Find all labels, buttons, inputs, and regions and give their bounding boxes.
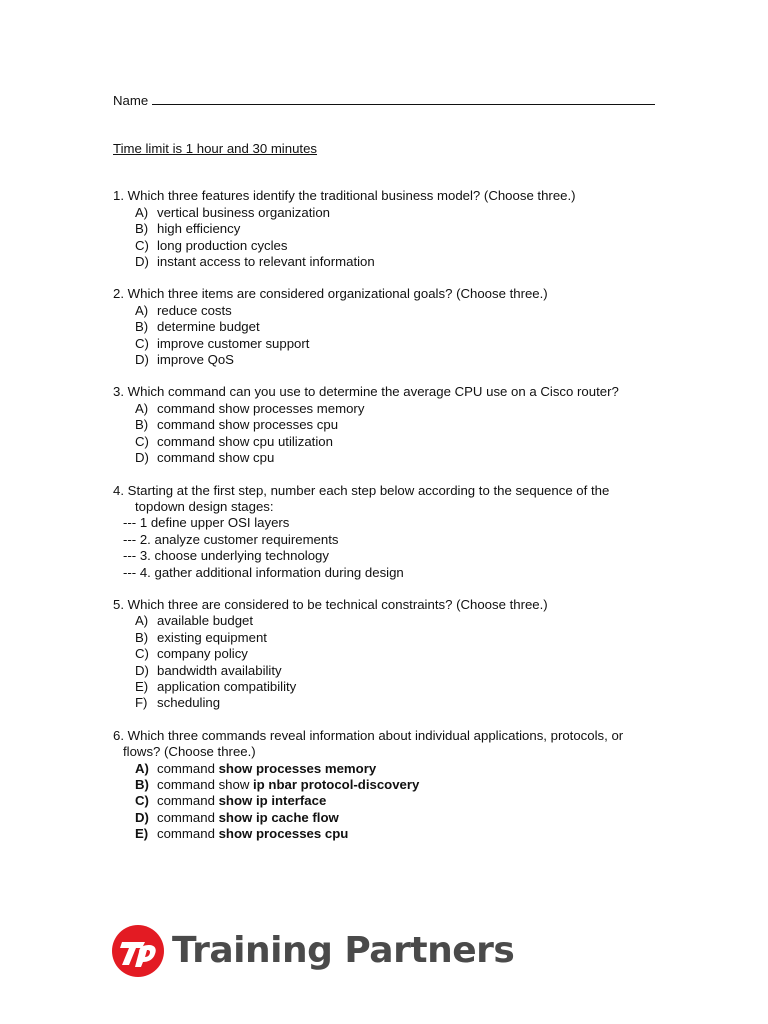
sequence-step: --- 4. gather additional information during design <box>123 564 404 580</box>
sequence-step: --- 3. choose underlying technology <box>123 548 329 564</box>
question-text: Which three items are considered organizational goals? (Choose three.) <box>127 286 548 302</box>
option-letter: A) <box>135 204 149 220</box>
option-letter: B) <box>135 629 149 645</box>
option <box>113 663 673 679</box>
option-prefix: command <box>157 793 219 809</box>
option <box>113 221 673 237</box>
option-letter: A) <box>135 613 149 629</box>
option-letter: C) <box>135 335 149 351</box>
option-text: instant access to relevant information <box>157 254 375 270</box>
option-text: reduce costs <box>157 302 232 318</box>
name-field-row <box>113 92 673 108</box>
option-command: ip nbar protocol-discovery <box>253 777 420 792</box>
question-3 <box>113 384 673 466</box>
option-letter: D) <box>135 352 149 368</box>
option-letter: A) <box>135 760 149 776</box>
question-text: Which three are considered to be technical constraints? (Choose three.) <box>127 596 548 612</box>
option <box>113 646 673 662</box>
option-letter: C) <box>135 237 149 253</box>
option-text: existing equipment <box>157 629 267 645</box>
question-2 <box>113 286 673 368</box>
question-6 <box>113 728 673 843</box>
logo-text: Training Partners <box>172 930 515 971</box>
option-text: command show processes cpu <box>157 417 339 433</box>
question-number: 1. <box>113 188 124 204</box>
option-prefix: command <box>157 760 219 776</box>
option-letter: D) <box>135 662 149 678</box>
question-text-continued: flows? (Choose three.) <box>123 744 256 760</box>
option <box>113 826 673 842</box>
question-5 <box>113 597 673 712</box>
option-letter: A) <box>135 400 149 416</box>
option <box>113 793 673 809</box>
option-prefix: command <box>157 809 219 825</box>
option-text: command show cpu utilization <box>157 433 333 449</box>
option-letter: A) <box>135 302 149 318</box>
training-partners-logo <box>112 925 514 977</box>
option <box>113 679 673 695</box>
option-letter: F) <box>135 695 148 711</box>
option-command: show ip interface <box>218 793 327 809</box>
name-label: Name <box>113 93 149 108</box>
option-prefix: command show <box>157 777 254 792</box>
option-text: command show cpu <box>157 450 275 466</box>
option-text: improve customer support <box>157 335 310 351</box>
option-letter: C) <box>135 793 149 809</box>
option <box>113 777 673 793</box>
option <box>113 303 673 319</box>
option-letter: D) <box>135 809 149 825</box>
time-limit: Time limit is 1 hour and 30 minutes <box>113 141 318 156</box>
option <box>113 761 673 777</box>
option-letter: B) <box>135 417 149 433</box>
option <box>113 810 673 826</box>
question-1 <box>113 188 673 270</box>
name-underline <box>152 92 655 105</box>
option-text: determine budget <box>157 319 260 335</box>
option <box>113 401 673 417</box>
option-letter: B) <box>135 221 149 237</box>
option-command: show ip cache flow <box>218 809 339 825</box>
question-text: Which three commands reveal information about individual applications, protocols, or <box>127 727 624 743</box>
option-text: vertical business organization <box>157 204 330 220</box>
option <box>113 613 673 629</box>
option <box>113 417 673 433</box>
option-text: command show processes memory <box>157 400 365 416</box>
option-letter: E) <box>135 678 149 694</box>
option-letter: C) <box>135 646 149 662</box>
question-text-continued: topdown design stages: <box>135 498 274 514</box>
sequence-step: --- 1 define upper OSI layers <box>123 515 290 531</box>
option <box>113 352 673 368</box>
question-text: Which three features identify the traditional business model? (Choose three.) <box>127 188 576 204</box>
question-number: 5. <box>113 596 124 612</box>
option <box>113 254 673 270</box>
option <box>113 630 673 646</box>
question-4 <box>113 483 673 581</box>
question-text: Starting at the first step, number each step below according to the sequence of the <box>127 482 610 498</box>
option-text: high efficiency <box>157 221 241 237</box>
option-text: bandwidth availability <box>157 662 282 678</box>
option <box>113 238 673 254</box>
option <box>113 695 673 711</box>
option <box>113 205 673 221</box>
option-text: application compatibility <box>157 678 297 694</box>
option-text: scheduling <box>157 695 221 711</box>
option-letter: D) <box>135 450 149 466</box>
tp-logo-icon <box>112 925 164 977</box>
option-prefix: command <box>157 826 219 842</box>
option-text: long production cycles <box>157 237 288 253</box>
option-text: improve QoS <box>157 352 234 368</box>
question-number: 4. <box>113 482 124 498</box>
option <box>113 434 673 450</box>
option-command: show processes cpu <box>218 826 349 842</box>
option-letter: B) <box>135 319 149 335</box>
option <box>113 450 673 466</box>
option-letter: E) <box>135 826 149 842</box>
question-number: 3. <box>113 384 124 400</box>
option-command: show processes memory <box>218 760 377 776</box>
question-number: 2. <box>113 286 124 302</box>
exam-page <box>113 92 673 843</box>
option <box>113 319 673 335</box>
option-text: company policy <box>157 646 248 662</box>
question-text: Which command can you use to determine the average CPU use on a Cisco router? <box>127 384 619 400</box>
option-letter: C) <box>135 433 149 449</box>
option-letter: B) <box>135 777 149 792</box>
option-text: available budget <box>157 613 254 629</box>
option-letter: D) <box>135 254 149 270</box>
question-number: 6. <box>113 727 124 743</box>
sequence-step: --- 2. analyze customer requirements <box>123 531 339 547</box>
option <box>113 336 673 352</box>
